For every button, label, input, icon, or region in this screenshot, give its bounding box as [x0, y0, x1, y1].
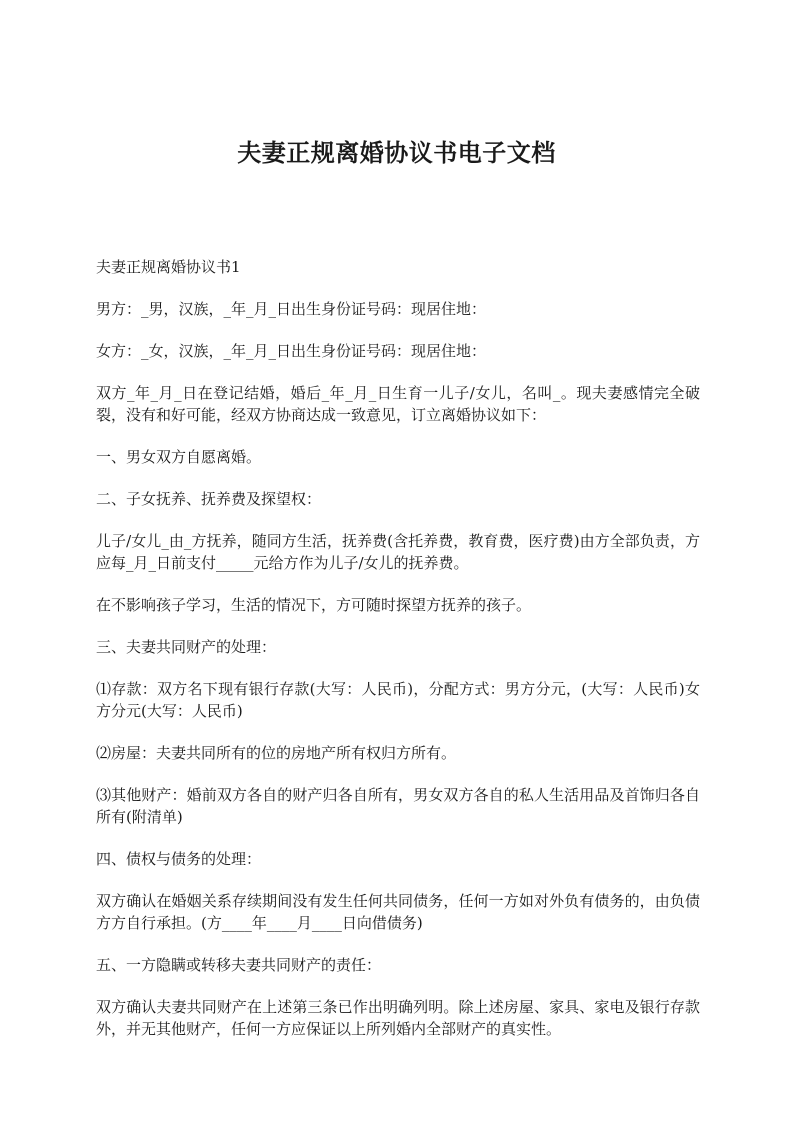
child-custody-paragraph: 儿子/女儿_由_方抚养，随同方生活，抚养费(含托养费，教育费，医疗费)由方全部负责，方应每_月_日前支付_____元给方作为儿子/女儿的抚养费。: [96, 532, 700, 572]
marriage-statement: 双方_年_月_日在登记结婚，婚后_年_月_日生育一儿子/女儿，名叫_。现夫妻感情完全破裂，没有和好可能，经双方协商达成一致意见，订立离婚协议如下：: [96, 384, 700, 424]
clause-5-heading: 五、一方隐瞒或转移夫妻共同财产的责任：: [96, 956, 382, 974]
house-paragraph: ⑵房屋：夫妻共同所有的位的房地产所有权归方所有。: [96, 744, 457, 762]
male-party-line: 男方：_男，汉族，_年_月_日出生身份证号码：现居住地：: [96, 300, 487, 318]
agreement-heading: 夫妻正规离婚协议书1: [96, 258, 241, 276]
debts-paragraph: 双方确认在婚姻关系存续期间没有发生任何共同债务，任何一方如对外负有债务的，由负债方方自行承担。(方____年____月____日向借债务): [96, 892, 700, 932]
document-body: [96, 256, 700, 1060]
female-party-line: 女方：_女，汉族，_年_月_日出生身份证号码：现居住地：: [96, 342, 487, 360]
clause-2-heading: 二、子女抚养、抚养费及探望权：: [96, 490, 322, 508]
clause-3-heading: 三、夫妻共同财产的处理：: [96, 638, 277, 656]
property-confirmation-paragraph: 双方确认夫妻共同财产在上述第三条已作出明确列明。除上述房屋、家具、家电及银行存款外，并无其他财产，任何一方应保证以上所列婚内全部财产的真实性。: [96, 998, 700, 1038]
clause-1-divorce: 一、男女双方自愿离婚。: [96, 448, 262, 466]
visitation-paragraph: 在不影响孩子学习，生活的情况下，方可随时探望方抚养的孩子。: [96, 596, 532, 614]
clause-4-heading: 四、债权与债务的处理：: [96, 850, 262, 868]
document-title: 夫妻正规离婚协议书电子文档: [237, 138, 556, 167]
deposits-paragraph: ⑴存款：双方名下现有银行存款(大写：人民币)，分配方式：男方分元，(大写：人民币)女方分元(大写：人民币): [96, 680, 700, 720]
other-property-paragraph: ⑶其他财产：婚前双方各自的财产归各自所有，男女双方各自的私人生活用品及首饰归各自所有(附清单): [96, 786, 700, 826]
